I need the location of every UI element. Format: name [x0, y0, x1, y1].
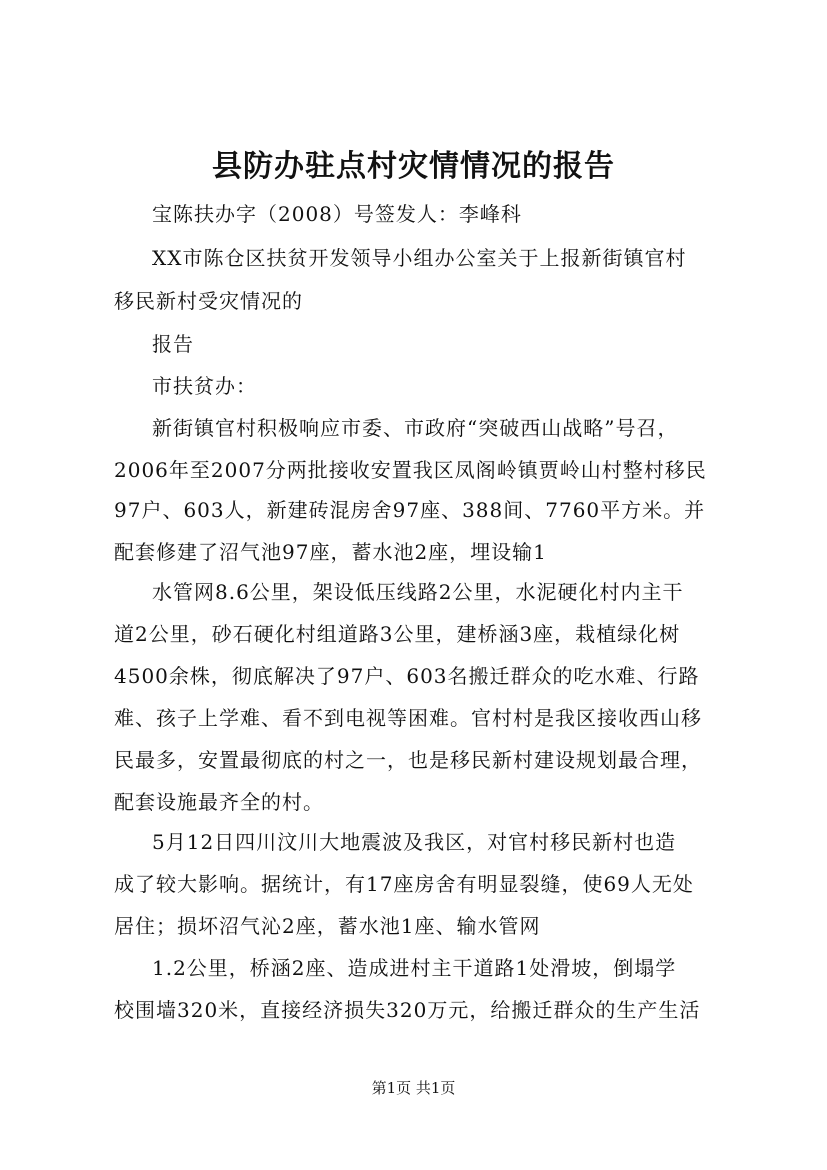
body-line: 成了较大影响。据统计，有17座房舍有明显裂缝，使69人无处	[114, 872, 694, 896]
body-line: 5月12日四川汶川大地震波及我区，对官村移民新村也造	[152, 830, 677, 854]
body-line: 新街镇官村积极响应市委、市政府“突破西山战略”号召，	[152, 416, 679, 440]
body-line: 居住；损坏沼气沁2座，蓄水池1座、输水管网	[114, 914, 541, 938]
heading-line: XX市陈仓区扶贫开发领导小组办公室关于上报新街镇官村	[152, 246, 687, 270]
issuer-line: 宝陈扶办字（2008）号签发人：李峰科	[152, 202, 522, 226]
heading-line: 报告	[152, 332, 194, 356]
heading-line: 移民新村受灾情况的	[114, 289, 303, 313]
body-line: 97户、603人，新建砖混房舍97座、388间、7760平方米。并	[114, 498, 706, 522]
body-line: 配套设施最齐全的村。	[114, 790, 324, 814]
body-line: 2006年至2007分两批接收安置我区凤阁岭镇贾岭山村整村移民	[114, 458, 707, 482]
body-line: 水管网8.6公里，架设低压线路2公里，水泥硬化村内主干	[152, 580, 684, 604]
body-line: 道2公里，砂石硬化村组道路3公里，建桥涵3座，栽植绿化树	[114, 622, 681, 646]
body-line: 1.2公里，桥涵2座、造成进村主干道路1处滑坡，倒塌学	[152, 956, 677, 980]
body-line: 难、孩子上学难、看不到电视等困难。官村村是我区接收西山移	[114, 706, 702, 730]
body-line: 配套修建了沼气池97座，蓄水池2座，埋设输1	[114, 540, 547, 564]
document-title: 县防办驻点村灾情情况的报告	[212, 149, 615, 184]
body-line: 民最多，安置最彻底的村之一，也是移民新村建设规划最合理，	[114, 748, 702, 772]
body-line: 校围墙320米，直接经济损失320万元，给搬迁群众的生产生活	[114, 998, 701, 1022]
addressee-line: 市扶贫办：	[152, 374, 257, 398]
page-footer: 第1页 共1页	[371, 1079, 456, 1097]
body-line: 4500余株，彻底解决了97户、603名搬迁群众的吃水难、行路	[114, 664, 700, 688]
